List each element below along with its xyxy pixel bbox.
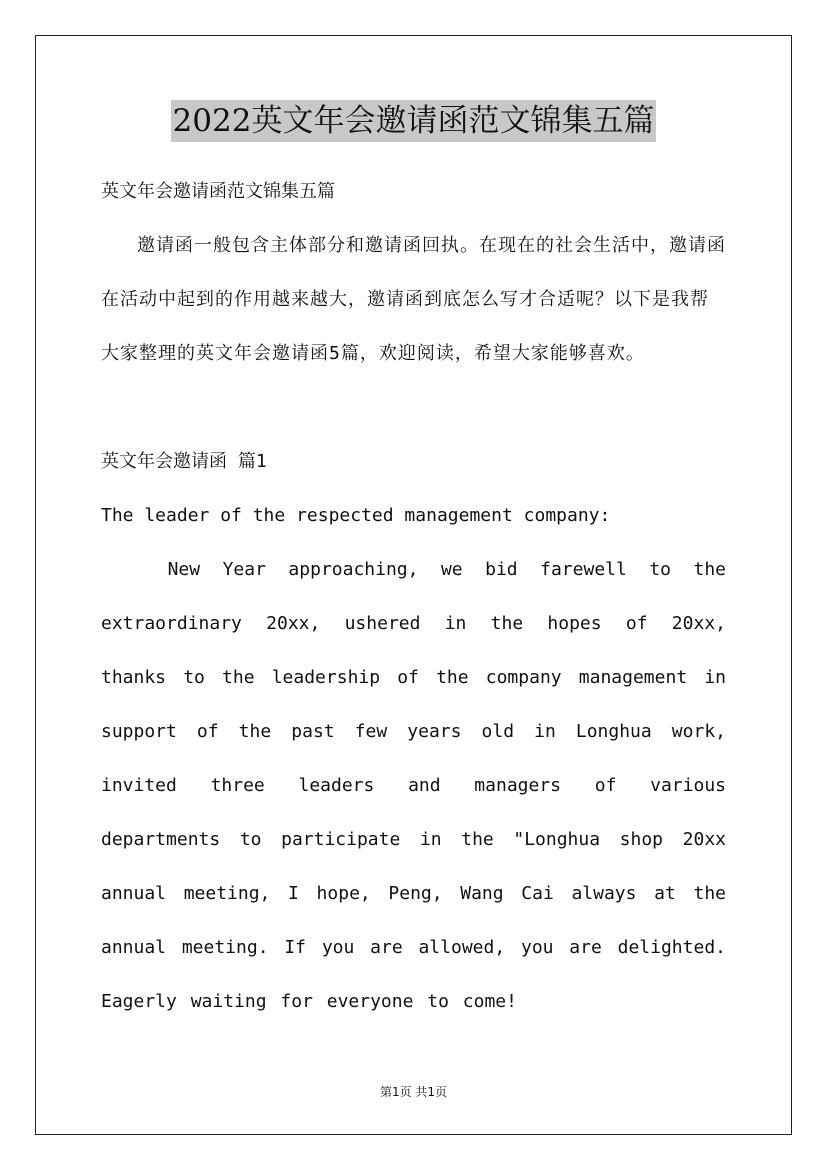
page-footer: 第1页 共1页 (379, 1085, 448, 1099)
letter-salutation: The leader of the respected management company: (101, 505, 611, 526)
document-body (101, 165, 726, 1029)
title-container (0, 100, 827, 142)
letter-body: New Year approaching, we bid farewell to the extraordinary 20xx, ushered in the hopes of 20xx, thanks to the leadership of the company management in support of the past few years old in Longhua work, invited three leaders and managers of various departments to participate in the "Longhua shop 20xx annual meeting, I hope, Peng, Wang Cai always at the annual meeting. If you are allowed, you are delighted. Eagerly waiting for everyone to come! (101, 559, 726, 1012)
section-heading: 英文年会邀请函 篇1 (101, 451, 267, 472)
document-title: 2022英文年会邀请函范文锦集五篇 (171, 100, 657, 142)
document-subtitle: 英文年会邀请函范文锦集五篇 (101, 181, 335, 202)
intro-paragraph: 邀请函一般包含主体部分和邀请函回执。在现在的社会生活中，邀请函在活动中起到的作用越来越大，邀请函到底怎么写才合适呢？以下是我帮大家整理的英文年会邀请函5篇，欢迎阅读，希望大家能够喜欢。 (101, 235, 726, 364)
paragraph-spacer (101, 381, 726, 435)
